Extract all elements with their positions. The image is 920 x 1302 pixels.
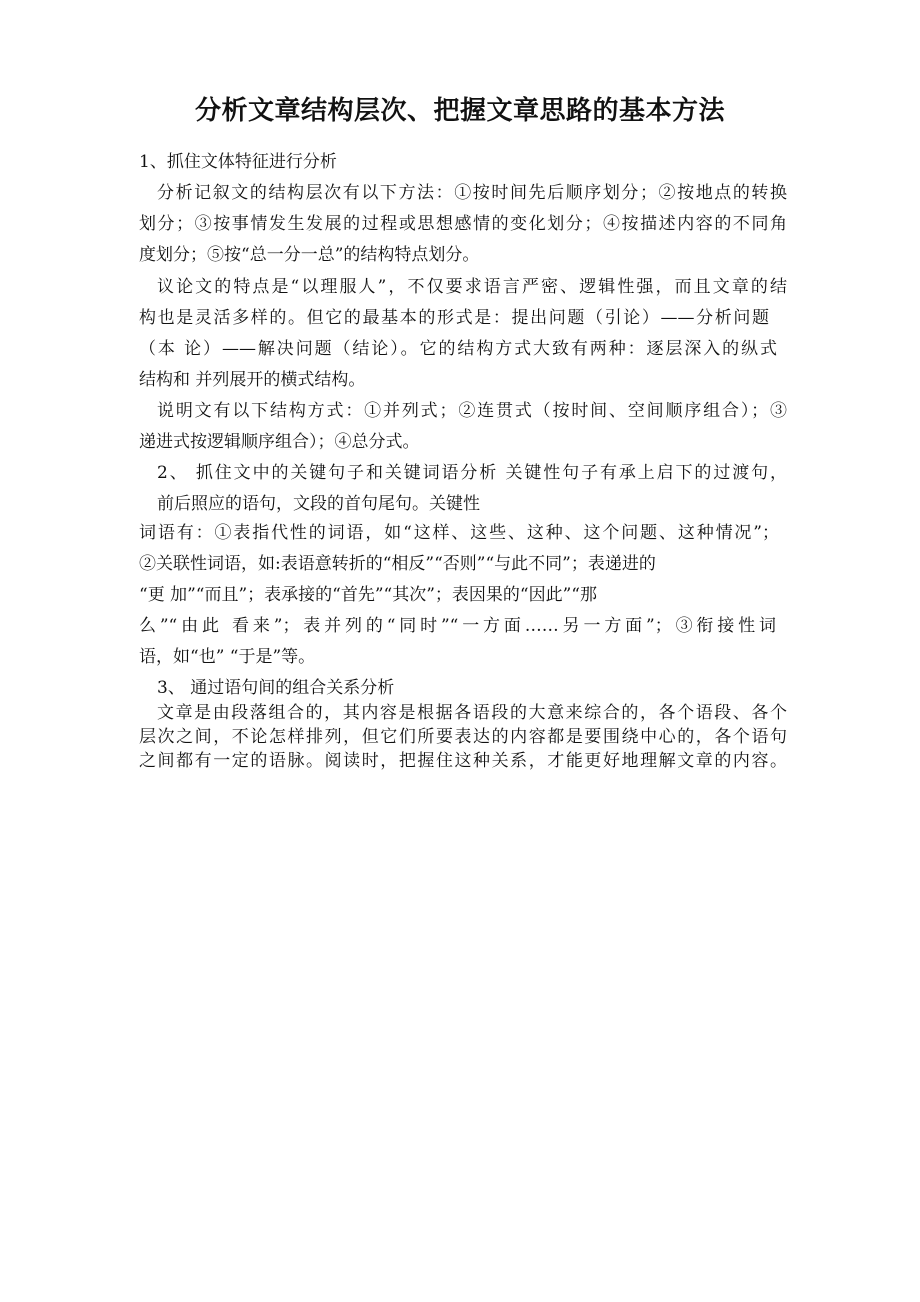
section-heading-2: 2、 抓住文中的关键句子和关键词语分析 关键性句子有承上启下的过渡句， [157,463,787,483]
text-line: 层次之间，不论怎样排列，但它们所要表达的内容都是要围绕中心的，各个语句 [139,727,787,747]
section-heading-1: 1、抓住文体特征进行分析 [139,152,337,172]
text-line: 前后照应的语句，文段的首句尾句。关键性 [157,494,480,514]
text-line: 构也是灵活多样的。但它的最基本的形式是：提出问题（引论）——分析问题 [139,308,769,328]
text-line: 之间都有一定的语脉。阅读时，把握住这种关系，才能更好地理解文章的内容。 [139,751,787,771]
text-line: 文章是由段落组合的，其内容是根据各语段的大意来综合的，各个语段、各个 [157,703,787,723]
text-line: ②关联性词语，如:表语意转折的“相反”“否则”“与此不同”；表递进的 [139,554,656,574]
text-line: 结构和 并列展开的横式结构。 [139,370,366,390]
text-line: 说明文有以下结构方式：①并列式；②连贯式（按时间、空间顺序组合）；③ [157,401,787,421]
text-line: （本 论）——解决问题（结论）。它的结构方式大致有两种：逐层深入的纵式 [139,339,777,359]
text-line: 度划分；⑤按“总一分一总”的结构特点划分。 [139,245,480,265]
text-line: 递进式按逻辑顺序组合）；④总分式。 [139,432,420,452]
text-line: 议论文的特点是“以理服人”，不仅要求语言严密、逻辑性强，而且文章的结 [157,277,787,297]
text-line: “更 加”“而且”；表承接的“首先”“其次”；表因果的“因此”“那 [139,585,598,605]
document-title: 分析文章结构层次、把握文章思路的基本方法 [194,96,725,126]
text-line: 词语有：①表指代性的词语，如“这样、这些、这种、这个问题、这种情况”； [139,523,779,543]
section-heading-3: 3、 通过语句间的组合关系分析 [157,678,395,698]
text-line: 划分；③按事情发生发展的过程或思想感情的变化划分；④按描述内容的不同角 [139,214,787,234]
text-line: 么”“由此 看来”；表并列的“同时”“一方面……另一方面”；③衔接性词 [139,616,776,636]
text-line: 语，如“也” “于是”等。 [139,647,316,667]
text-line: 分析记叙文的结构层次有以下方法：①按时间先后顺序划分；②按地点的转换 [157,183,787,203]
